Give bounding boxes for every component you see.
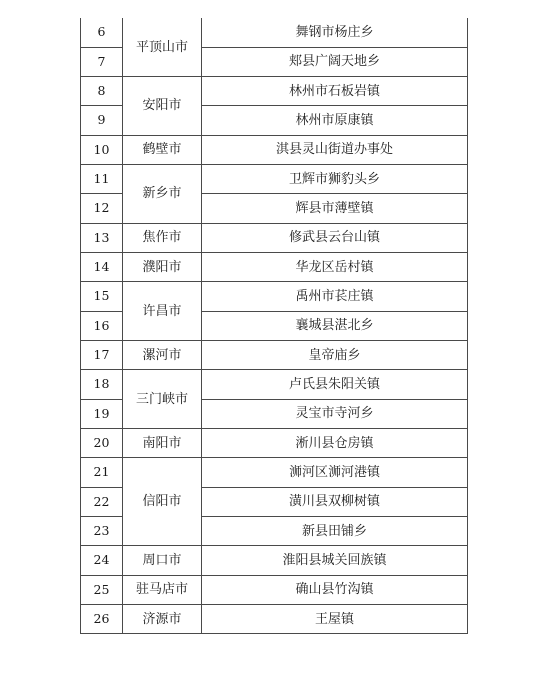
town-cell: 卫辉市狮豹头乡 xyxy=(202,165,468,194)
city-cell: 济源市 xyxy=(123,605,202,634)
towns-table xyxy=(80,18,468,634)
row-number-cell: 15 xyxy=(81,282,123,311)
table-row xyxy=(81,165,468,194)
city-cell: 濮阳市 xyxy=(123,253,202,282)
row-number-cell: 11 xyxy=(81,165,123,194)
table-row xyxy=(81,223,468,252)
row-number-cell: 21 xyxy=(81,458,123,487)
town-cell: 辉县市薄壁镇 xyxy=(202,194,468,223)
town-cell: 灵宝市寺河乡 xyxy=(202,399,468,428)
table-row xyxy=(81,282,468,311)
city-cell: 南阳市 xyxy=(123,429,202,458)
row-number-cell: 24 xyxy=(81,546,123,575)
table-body xyxy=(81,18,468,634)
row-number-cell: 23 xyxy=(81,517,123,546)
town-cell: 修武县云台山镇 xyxy=(202,223,468,252)
town-cell: 淮阳县城关回族镇 xyxy=(202,546,468,575)
city-cell: 平顶山市 xyxy=(123,18,202,77)
town-cell: 确山县竹沟镇 xyxy=(202,575,468,604)
city-cell: 新乡市 xyxy=(123,165,202,224)
town-cell: 林州市石板岩镇 xyxy=(202,77,468,106)
row-number-cell: 7 xyxy=(81,47,123,76)
town-cell: 新县田铺乡 xyxy=(202,517,468,546)
town-cell: 王屋镇 xyxy=(202,605,468,634)
city-cell: 周口市 xyxy=(123,546,202,575)
row-number-cell: 16 xyxy=(81,311,123,340)
town-cell: 华龙区岳村镇 xyxy=(202,253,468,282)
row-number-cell: 9 xyxy=(81,106,123,135)
city-cell: 安阳市 xyxy=(123,77,202,136)
town-cell: 皇帝庙乡 xyxy=(202,341,468,370)
town-cell: 卢氏县朱阳关镇 xyxy=(202,370,468,399)
city-cell: 许昌市 xyxy=(123,282,202,341)
row-number-cell: 22 xyxy=(81,487,123,516)
city-cell: 信阳市 xyxy=(123,458,202,546)
row-number-cell: 18 xyxy=(81,370,123,399)
row-number-cell: 25 xyxy=(81,575,123,604)
table-row xyxy=(81,77,468,106)
city-cell: 三门峡市 xyxy=(123,370,202,429)
table-row xyxy=(81,135,468,164)
table-row xyxy=(81,575,468,604)
city-cell: 驻马店市 xyxy=(123,575,202,604)
row-number-cell: 17 xyxy=(81,341,123,370)
row-number-cell: 10 xyxy=(81,135,123,164)
table-row xyxy=(81,458,468,487)
table-row xyxy=(81,546,468,575)
city-cell: 鹤壁市 xyxy=(123,135,202,164)
town-cell: 禹州市苌庄镇 xyxy=(202,282,468,311)
table-row xyxy=(81,341,468,370)
town-cell: 潢川县双柳树镇 xyxy=(202,487,468,516)
table-row xyxy=(81,370,468,399)
row-number-cell: 26 xyxy=(81,605,123,634)
town-cell: 襄城县湛北乡 xyxy=(202,311,468,340)
town-cell: 淅川县仓房镇 xyxy=(202,429,468,458)
row-number-cell: 14 xyxy=(81,253,123,282)
town-cell: 林州市原康镇 xyxy=(202,106,468,135)
table-row xyxy=(81,253,468,282)
row-number-cell: 8 xyxy=(81,77,123,106)
town-cell: 浉河区浉河港镇 xyxy=(202,458,468,487)
table-row xyxy=(81,605,468,634)
town-cell: 郏县广阔天地乡 xyxy=(202,47,468,76)
row-number-cell: 6 xyxy=(81,18,123,47)
town-cell: 淇县灵山街道办事处 xyxy=(202,135,468,164)
city-cell: 漯河市 xyxy=(123,341,202,370)
city-cell: 焦作市 xyxy=(123,223,202,252)
table-row xyxy=(81,429,468,458)
table-row xyxy=(81,18,468,47)
row-number-cell: 20 xyxy=(81,429,123,458)
row-number-cell: 13 xyxy=(81,223,123,252)
town-cell: 舞钢市杨庄乡 xyxy=(202,18,468,47)
row-number-cell: 19 xyxy=(81,399,123,428)
row-number-cell: 12 xyxy=(81,194,123,223)
